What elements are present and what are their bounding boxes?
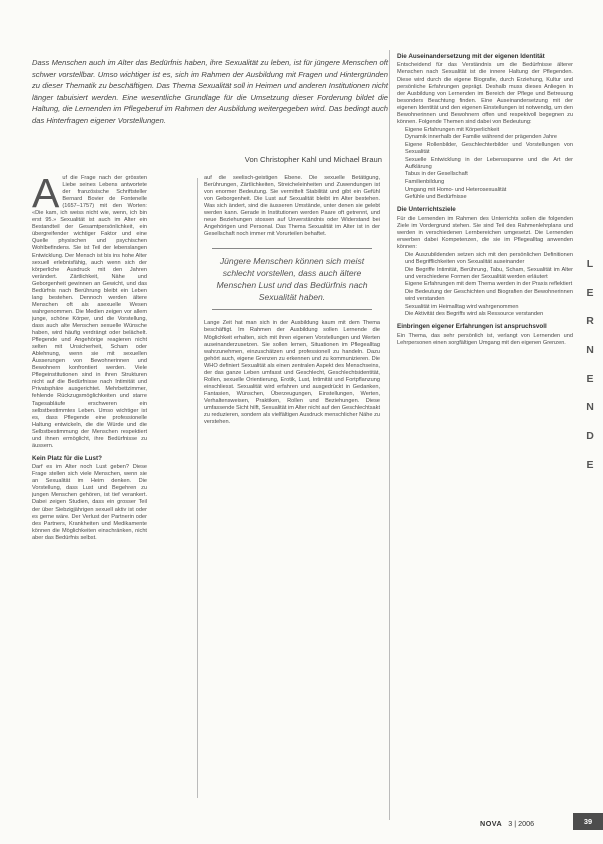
paragraph-text: uf die Frage nach der grössten Liebe seines Lebens antwortete der französische Schriftsteller Bernard Bovier de Fontenelle (1657–1757) mit den Worten: «Die kam, ich weiss nicht wie, wenn, ich bin erst 95.» Sexualität ist auch im Alter ein Bestandteil der Gesamtpersönlichkeit, ein übergreifender wichtiger Faktor und eine Quelle physischen und psychischen Wohlbefindens. Sie ist Teil der lebenslangen Entwicklung. Der Mensch ist bis ins hohe Alter sexuell erlebnisfähig, auch wenn sich der körperliche Ausdruck mit den Jahren verändert. Zärtlichkeit, Nähe und Geborgenheit gewinnen an Gewicht, und das Bedürfnis nach Berührung bleibt ein Leben lang bestehen. Dennoch werden ältere Menschen oft als asexuelle Wesen wahrgenommen. Die Medien zeigen vor allem junge, schöne Körper, und die Vorstellung, dass auch alte Menschen sexuelle Wünsche haben, wird häufig verdrängt oder belächelt. Pflegende und Angehörige reagieren nicht selten mit Unsicherheit, Scham oder Ablehnung, wenn sie mit sexuellen Äusserungen von Bewohnerinnen und Bewohnern konfrontiert werden. Viele Pflegeinstitutionen sind in ihren Strukturen nicht auf die Bedürfnisse nach Intimität und Privatsphäre ausgerichtet. Mehrbettzimmer, fehlende Rückzugsmöglichkeiten und starre Tagesabläufe erschweren ein selbstbestimmtes Leben. Umso wichtiger ist es, dass Pflegende eine professionelle Haltung entwickeln, die die Würde und die Selbstbestimmung der Menschen respektiert und ihnen ermöglicht, ihre Bedürfnisse zu äussern.: [32, 175, 147, 449]
paragraph: Darf es im Alter noch Lust geben? Diese Frage stellen sich viele Menschen, wenn sie an Sexualität im Heim denken. Die Vorstellung, dass Lust und Begehren zu jungen Menschen gehören, ist tief verankert. Dabei zeigen Studien, dass ein grosser Teil der über Siebzigjährigen sexuell aktiv ist oder es gerne wäre. Der Verlust der Partnerin oder des Partners, Krankheiten und Medikamente können die Möglichkeiten einschränken, nicht aber das Bedürfnis selbst.: [32, 464, 147, 541]
list-item: • Familienbildung: [405, 179, 573, 186]
paragraph: Lange Zeit hat man sich in der Ausbildung kaum mit dem Thema beschäftigt. Im Rahmen der Ausbildung sollen Lernende die Möglichkeit erhalten, sich mit ihren eigenen Vorstellungen und Werten auseinanderzusetzen. Sie sollen lernen, Situationen im Pflegealltag wahrzunehmen, einzuschätzen und professionell zu handeln. Dazu gehört auch, eigene Grenzen zu erkennen und zu kommunizieren. Die WHO definiert Sexualität als einen zentralen Aspekt des Menschseins, der das ganze Leben umfasst und Geschlecht, Geschlechtsidentität, Rollen, sexuelle Orientierung, Erotik, Lust, Intimität und Fortpflanzung einschliesst. Sexualität wird erfahren und ausgedrückt in Gedanken, Fantasien, Wünschen, Überzeugungen, Einstellungen, Werten, Verhaltensweisen, Praktiken, Rollen und Beziehungen. Diese umfassende Sicht hilft, Sexualität im Alter nicht auf den Geschlechtsakt zu reduzieren, sondern als vielfältigen Ausdruck menschlicher Nähe zu verstehen.: [204, 320, 380, 426]
issue-number: 3 | 2006: [508, 819, 535, 828]
subheading: Einbringen eigener Erfahrungen ist anspruchsvoll: [397, 323, 547, 331]
magazine-name: NOVA: [480, 819, 503, 828]
section-letter: N: [586, 401, 594, 414]
list-item: • Sexuelle Entwicklung in der Lebensspanne und die Art der Aufklärung: [405, 157, 573, 171]
column-divider: [389, 50, 390, 820]
section-letter: E: [586, 286, 594, 299]
list-item: • Eigene Erfahrungen mit Körperlichkeit: [405, 127, 573, 134]
list-item: • Eigene Rollenbilder, Geschlechterbilder und Vorstellungen von Sexualität: [405, 142, 573, 156]
list-item: • Die Bedeutung der Geschichten und Biografien der Bewohnerinnen wird verstanden: [405, 289, 573, 303]
opening-paragraph: [32, 175, 147, 450]
list-item: • Die Auszubildenden setzen sich mit den persönlichen Definitionen und Begrifflichkeiten von Sexualität auseinander: [405, 252, 573, 266]
bullet-list: [397, 127, 573, 202]
list-item: • Umgang mit Homo- und Heterosexualität: [405, 187, 573, 194]
page-number: 39: [573, 813, 603, 830]
footer-publication: [480, 819, 534, 828]
bullet-list: [397, 252, 573, 318]
list-item: • Die Begriffe Intimität, Berührung, Tabu, Scham, Sexualität im Alter und verschiedene Formen der Sexualität werden erläutert: [405, 267, 573, 281]
intro-lead: Dass Menschen auch im Alter das Bedürfnis haben, ihre Sexualität zu leben, ist für jüngere Menschen oft schwer vorstellbar. Umso wichtiger ist es, sich im Rahmen der Ausbildung mit Fragen und Hintergründen zu dieser Thematik zu beschäftigen. Das Thema Sexualität soll in Heimen und anderen Institutionen nicht länger tabuisiert werden. Eine wesentliche Grundlage für die Umsetzung dieser Forderung bildet die Haltung, die Lernenden im Pflegeberuf im Rahmen der Ausbildung weitergegeben wird. Das bedingt auch das Hinterfragen eigener Vorstellungen.: [32, 58, 388, 125]
list-item: • Dynamik innerhalb der Familie während der prägenden Jahre: [405, 134, 573, 141]
column-3: [397, 53, 573, 818]
section-letter: R: [586, 315, 594, 328]
paragraph: auf die seelisch-geistigen Ebene. Die sexuelle Betätigung, Berührungen, Zärtlichkeiten, Streicheleinheiten und Zuwendungen ist von enormer Bedeutung. Sie vermittelt Stabilität und gibt ein Gefühl von Geborgenheit. Die Lust auf Sexualität bleibt im Alter bestehen. Was sich ändert, sind die äusseren Umstände, unter denen sie gelebt werden kann. Gerade in Institutionen werden Paare oft getrennt, und neue Beziehungen stossen auf Unverständnis oder Widerstand bei Angehörigen und Personal. Das Thema Sexualität im Alter ist in der Gesellschaft noch immer mit Vorurteilen behaftet.: [204, 175, 380, 238]
section-letter: N: [586, 344, 594, 357]
list-item: • Tabus in der Gesellschaft: [405, 171, 573, 178]
column-2: [204, 175, 380, 805]
column-1: [32, 175, 147, 805]
subheading: Kein Platz für die Lust?: [32, 454, 102, 462]
list-item: • Eigene Erfahrungen mit dem Thema werden in der Praxis reflektiert: [405, 281, 573, 288]
subheading: Die Unterrichtsziele: [397, 206, 456, 214]
column-divider: [197, 178, 198, 798]
section-letter: E: [586, 458, 594, 471]
pull-quote: Jüngere Menschen können sich meist schlecht vorstellen, dass auch ältere Menschen Lust und das Bedürfnis nach Sexualität haben.: [212, 248, 372, 310]
drop-cap: A: [32, 175, 60, 216]
section-letter: E: [586, 372, 594, 385]
list-item: • Gefühle und Bedürfnisse: [405, 194, 573, 201]
paragraph: Für die Lernenden im Rahmen des Unterrichts sollen die folgenden Ziele im Vordergrund stehen. Sie sind Teil des Rahmenlehrplans und werden in verschiedenen Lernbereichen umgesetzt. Die Lernenden erwerben dabei Kompetenzen, die sie im Pflegealltag anwenden können:: [397, 215, 573, 251]
section-label-vertical: [584, 258, 596, 488]
section-letter: L: [586, 258, 594, 270]
paragraph: Ein Thema, das sehr persönlich ist, verlangt von Lernenden und Lehrpersonen einen sorgfältigen Umgang mit den eigenen Grenzen.: [397, 332, 573, 346]
article-authors: Von Christopher Kahl und Michael Braun: [244, 155, 382, 164]
subheading: Die Auseinandersetzung mit der eigenen Identität: [397, 53, 545, 60]
list-item: • Sexualität im Heimalltag wird wahrgenommen: [405, 304, 573, 311]
list-item: • Die Aktivität des Begriffs wird als Ressource verstanden: [405, 311, 573, 318]
section-letter: D: [586, 430, 594, 443]
paragraph: Entscheidend für das Verständnis um die Bedürfnisse älterer Menschen nach Sexualität ist die innere Haltung der Pflegenden. Diese wird durch die eigene Biografie, durch Erziehung, Kultur und persönliche Erfahrungen geprägt. Deshalb muss dieses Anliegen in der Ausbildung von Lernenden im Bereich der Pflege und Betreuung besonders Beachtung finden. Eine Auseinandersetzung mit der eigenen Identität und den eigenen Einstellungen ist notwendig, um den Bewohnerinnen und Bewohnern offen und respektvoll begegnen zu können. Folgende Themen sind dabei von Bedeutung:: [397, 62, 573, 125]
